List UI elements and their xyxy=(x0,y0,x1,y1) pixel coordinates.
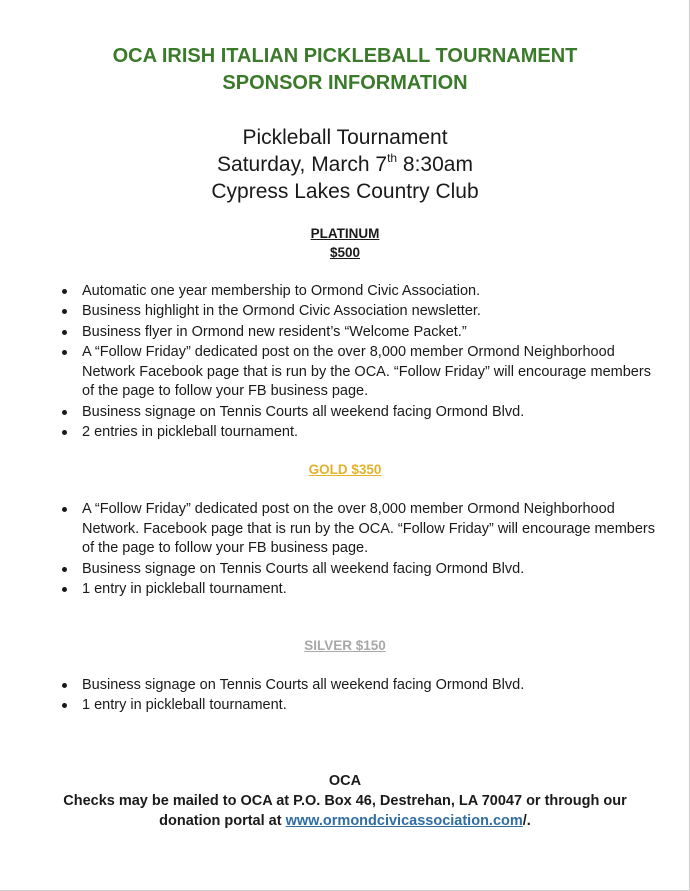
list-item: Business signage on Tennis Courts all weekend facing Ormond Blvd. xyxy=(57,403,657,423)
document-title-line1: OCA IRISH ITALIAN PICKLEBALL TOURNAMENT xyxy=(112,45,578,67)
document-title-line2: SPONSOR INFORMATION xyxy=(222,72,468,94)
gold-tier-label: GOLD $350 xyxy=(308,462,382,477)
list-item: 2 entries in pickleball tournament. xyxy=(57,423,657,443)
list-item: 1 entry in pickleball tournament. xyxy=(57,580,657,600)
event-location: Cypress Lakes Country Club xyxy=(211,180,479,203)
silver-benefits-list xyxy=(57,676,657,717)
event-name: Pickleball Tournament xyxy=(242,126,448,149)
list-item: Business flyer in Ormond new resident’s “Welcome Packet.” xyxy=(57,323,657,343)
list-item: A “Follow Friday” dedicated post on the over 8,000 member Ormond Neighborhood Network Facebook page that is run by the OCA. “Follow Friday” will encourage members of the page to follow your FB business page. xyxy=(57,343,657,402)
footer-org: OCA xyxy=(328,773,362,789)
footer-donation-suffix: /. xyxy=(522,813,531,829)
list-item: Business signage on Tennis Courts all weekend facing Ormond Blvd. xyxy=(57,676,657,696)
list-item: 1 entry in pickleball tournament. xyxy=(57,696,657,716)
list-item: A “Follow Friday” dedicated post on the over 8,000 member Ormond Neighborhood Network. Facebook page that is run by the OCA. “Follow Friday” will encourage members of the page to follow your FB business page. xyxy=(57,500,657,559)
event-date-ordinal: th xyxy=(387,151,398,165)
footer-mailing-info: Checks may be mailed to OCA at P.O. Box 46, Destrehan, LA 70047 or through our xyxy=(63,793,627,809)
silver-tier-label: SILVER $150 xyxy=(304,638,386,653)
platinum-tier-price: $500 xyxy=(329,245,361,260)
donation-portal-link[interactable]: www.ormondcivicassociation.com xyxy=(285,813,523,829)
gold-benefits-list xyxy=(57,500,657,600)
list-item: Automatic one year membership to Ormond Civic Association. xyxy=(57,282,657,302)
platinum-tier-label: PLATINUM xyxy=(310,226,380,241)
event-date-prefix: Saturday, March 7 xyxy=(217,153,388,176)
footer-donation-prefix: donation portal at xyxy=(159,813,286,829)
list-item: Business highlight in the Ormond Civic Association newsletter. xyxy=(57,302,657,322)
event-date xyxy=(0,151,690,178)
footer-donation-line xyxy=(0,811,690,831)
event-time: 8:30am xyxy=(397,153,473,176)
list-item: Business signage on Tennis Courts all weekend facing Ormond Blvd. xyxy=(57,560,657,580)
platinum-benefits-list xyxy=(57,282,657,444)
